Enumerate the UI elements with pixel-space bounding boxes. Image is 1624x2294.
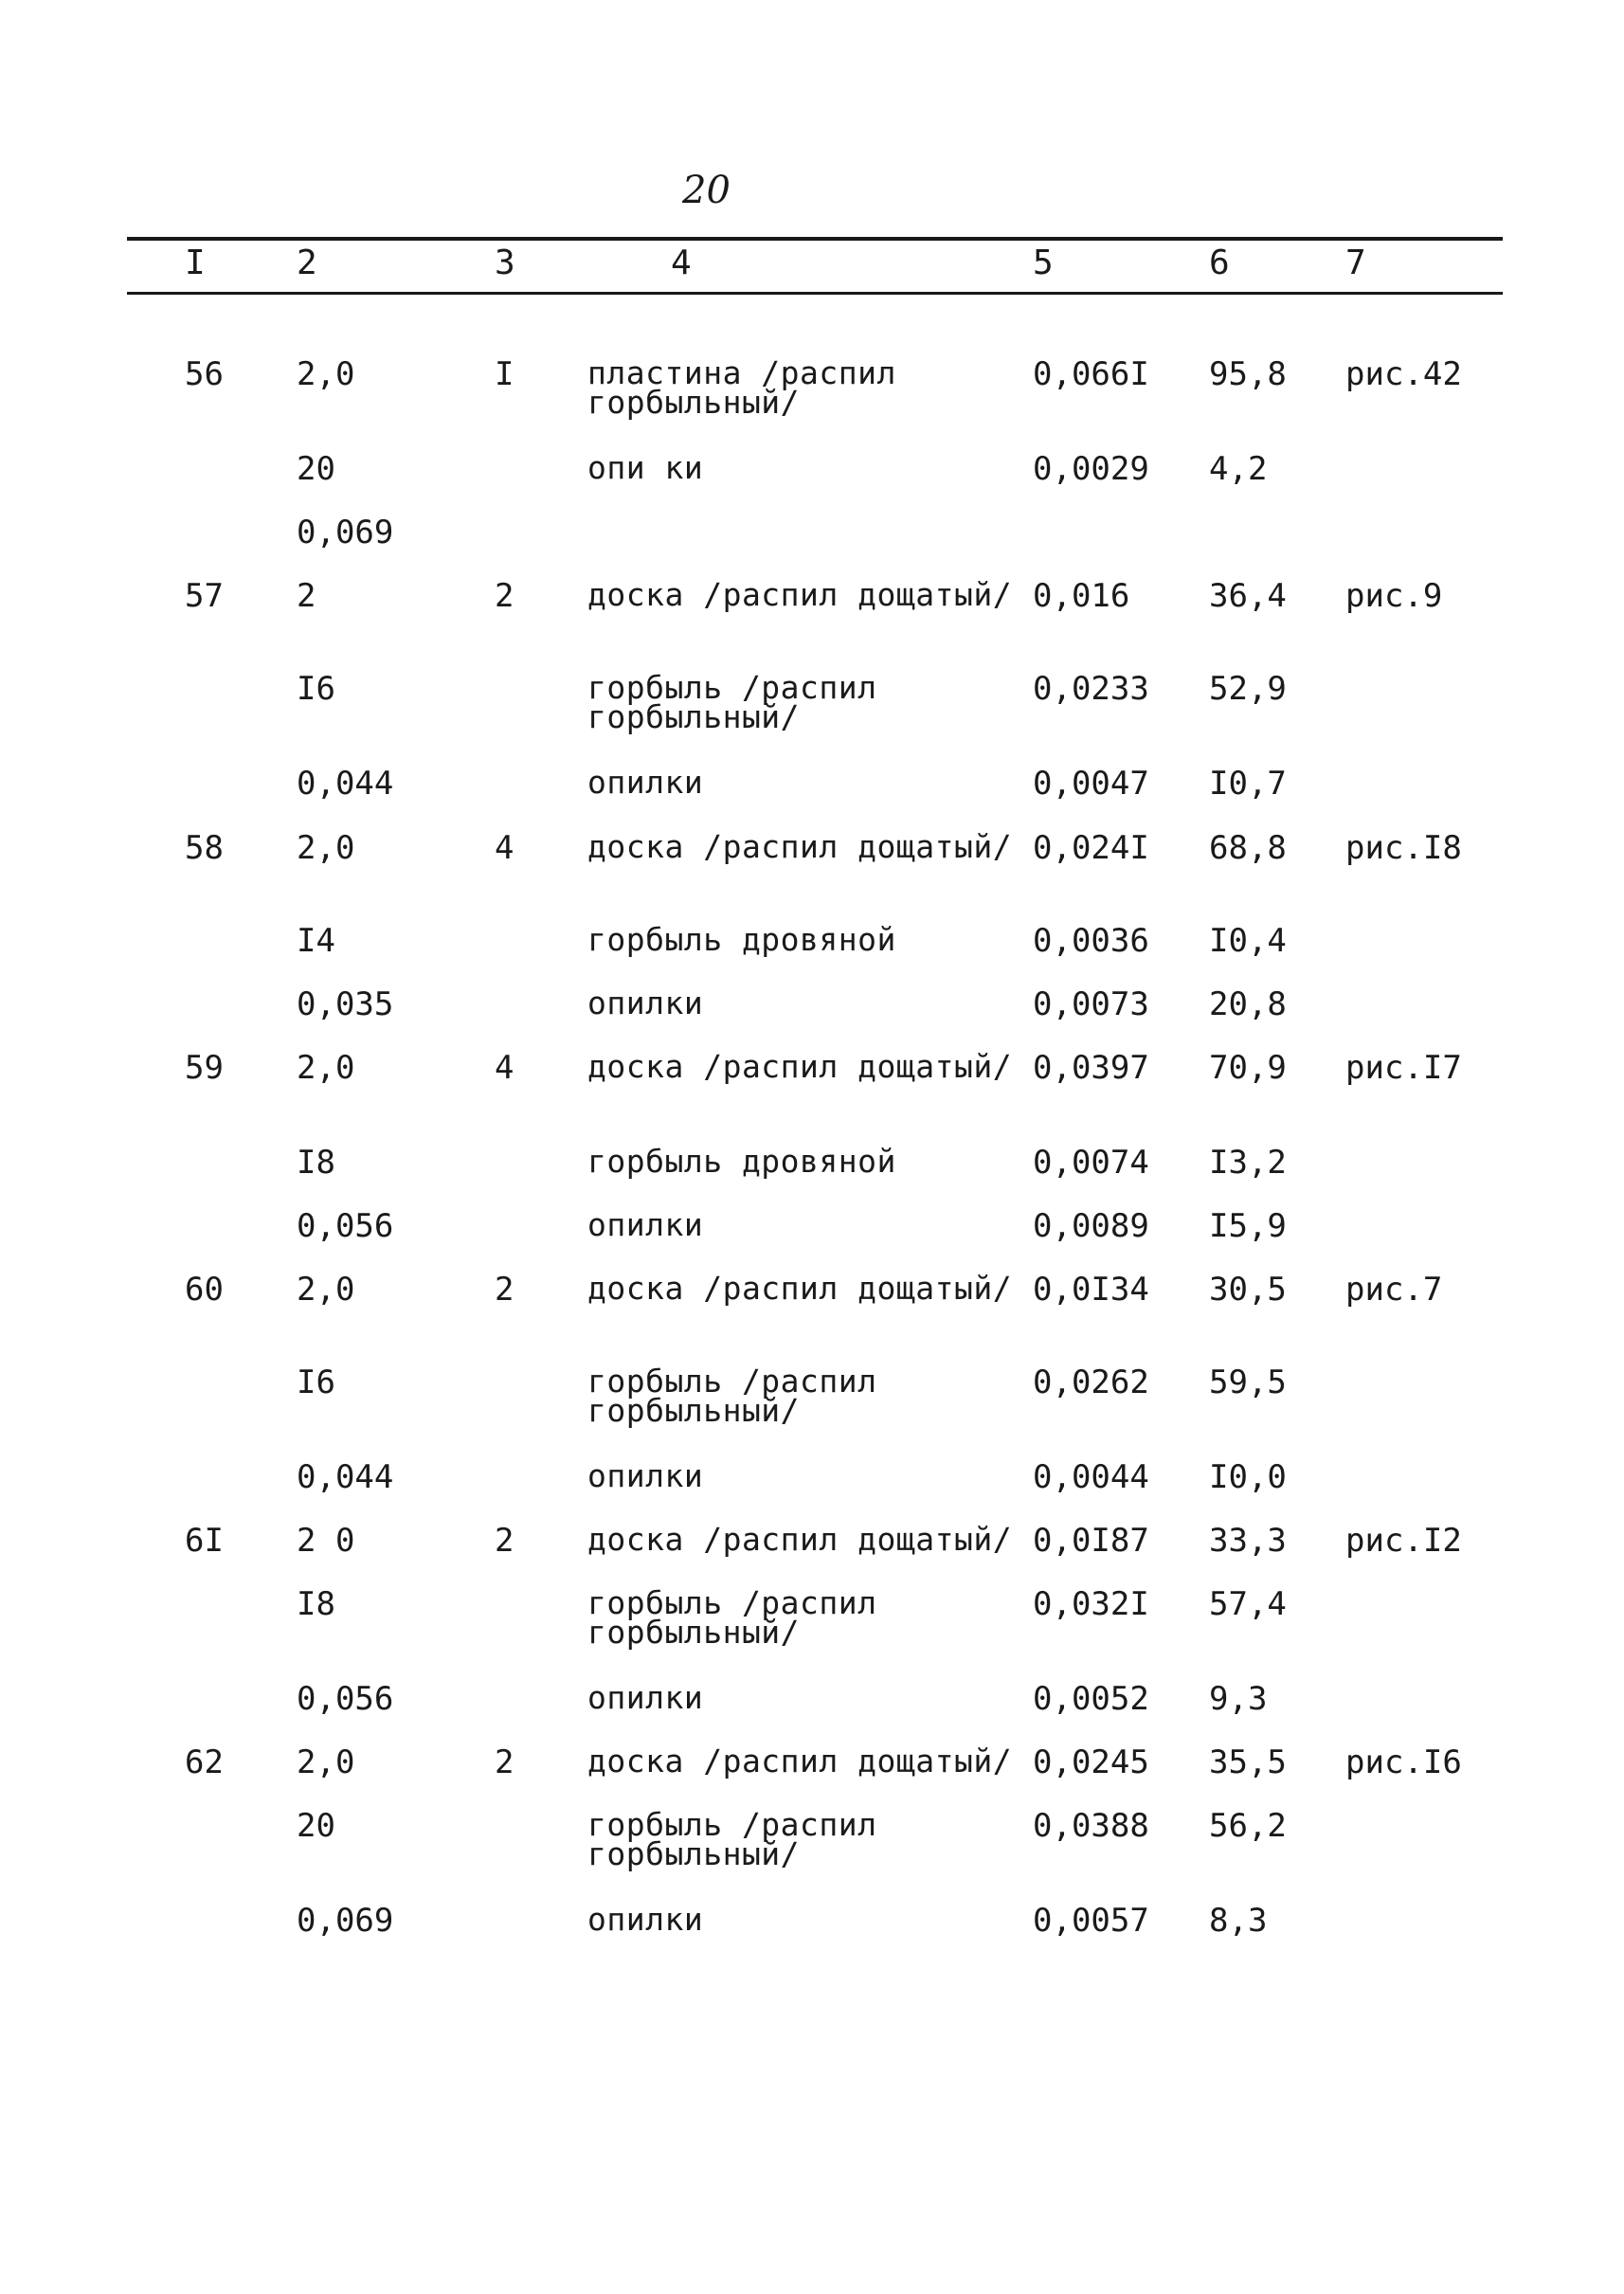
cell-description: горбыль дровяной <box>587 1143 896 1180</box>
cell-figure-ref: рис.9 <box>1345 577 1443 615</box>
cell-volume: 0,0029 <box>1033 450 1149 488</box>
cell-description: горбыль /распил горбыльный/ <box>587 1806 877 1872</box>
cell-volume: 0,0074 <box>1033 1144 1149 1182</box>
table-row <box>0 1457 1624 1518</box>
cell-volume: 0,032I <box>1033 1585 1149 1623</box>
cell-percent: 59,5 <box>1209 1364 1287 1401</box>
cell-description: горбыль дровяной <box>587 921 896 958</box>
cell-volume: 0,0I34 <box>1033 1271 1149 1309</box>
header-col-6: 6 <box>1209 244 1230 282</box>
cell-description: опилки <box>587 984 704 1021</box>
table-row <box>0 1206 1624 1267</box>
table-row <box>0 1743 1624 1803</box>
cell-volume: 0,066I <box>1033 355 1149 393</box>
cell-description: опи ки <box>587 449 704 486</box>
cell-percent: 20,8 <box>1209 985 1287 1023</box>
cell-volume: 0,0388 <box>1033 1807 1149 1845</box>
cell-item-number: 58 <box>185 829 224 867</box>
table-row <box>0 1521 1624 1581</box>
cell-volume: 0,0I87 <box>1033 1522 1149 1560</box>
cell-volume: 0,0036 <box>1033 922 1149 960</box>
cell-thickness: 2,0 <box>297 355 355 393</box>
cell-description: опилки <box>587 764 704 801</box>
cell-percent: 36,4 <box>1209 577 1287 615</box>
cell-count: 2 <box>495 577 514 615</box>
cell-description: доска /распил дощатый/ <box>587 1048 1013 1085</box>
cell-thickness: 0,044 <box>297 1458 394 1496</box>
table-row <box>0 449 1624 510</box>
header-col-4: 4 <box>671 244 692 282</box>
cell-percent: 95,8 <box>1209 355 1287 393</box>
cell-figure-ref: рис.I8 <box>1345 829 1462 867</box>
cell-description: опилки <box>587 1457 704 1494</box>
cell-description: доска /распил дощатый/ <box>587 576 1013 613</box>
cell-item-number: 60 <box>185 1271 224 1309</box>
cell-percent: I0,7 <box>1209 765 1287 803</box>
cell-volume: 0,0089 <box>1033 1207 1149 1245</box>
header-col-1: I <box>185 244 206 282</box>
cell-percent: 57,4 <box>1209 1585 1287 1623</box>
cell-percent: 35,5 <box>1209 1743 1287 1781</box>
cell-volume: 0,0044 <box>1033 1458 1149 1496</box>
cell-count: 2 <box>495 1743 514 1781</box>
cell-volume: 0,0047 <box>1033 765 1149 803</box>
cell-item-number: 56 <box>185 355 224 393</box>
cell-description: горбыль /распил горбыльный/ <box>587 1363 877 1429</box>
cell-thickness: I6 <box>297 670 335 708</box>
cell-item-number: 6I <box>185 1522 224 1560</box>
cell-description: доска /распил дощатый/ <box>587 828 1013 865</box>
table-header <box>0 242 1624 289</box>
cell-percent: I0,4 <box>1209 922 1287 960</box>
cell-volume: 0,0073 <box>1033 985 1149 1023</box>
table-top-rule <box>127 237 1503 241</box>
cell-volume: 0,0262 <box>1033 1364 1149 1401</box>
cell-thickness: 2,0 <box>297 1049 355 1087</box>
table-row <box>0 1901 1624 1961</box>
cell-percent: 70,9 <box>1209 1049 1287 1087</box>
cell-description: доска /распил дощатый/ <box>587 1743 1013 1779</box>
table-row <box>0 1584 1624 1651</box>
cell-percent: 68,8 <box>1209 829 1287 867</box>
cell-thickness: 20 <box>297 450 335 488</box>
cell-thickness: I4 <box>297 922 335 960</box>
table-row <box>0 1679 1624 1740</box>
cell-thickness: 2 0 <box>297 1522 355 1560</box>
cell-thickness: 0,044 <box>297 765 394 803</box>
table-row <box>0 1806 1624 1872</box>
cell-thickness: 0,069 <box>297 514 394 551</box>
cell-description: доска /распил дощатый/ <box>587 1521 1013 1558</box>
table-row <box>0 669 1624 735</box>
table-row <box>0 1143 1624 1203</box>
cell-percent: I0,0 <box>1209 1458 1287 1496</box>
cell-volume: 0,0397 <box>1033 1049 1149 1087</box>
cell-volume: 0,0233 <box>1033 670 1149 708</box>
table-row <box>0 984 1624 1045</box>
cell-thickness: 20 <box>297 1807 335 1845</box>
cell-percent: 56,2 <box>1209 1807 1287 1845</box>
cell-description: горбыль /распил горбыльный/ <box>587 669 877 735</box>
header-col-5: 5 <box>1033 244 1054 282</box>
cell-percent: 4,2 <box>1209 450 1268 488</box>
cell-description: пластина /распил горбыльный/ <box>587 354 896 421</box>
table-row <box>0 828 1624 889</box>
cell-percent: I5,9 <box>1209 1207 1287 1245</box>
table-row <box>0 516 1624 573</box>
cell-thickness: 0,035 <box>297 985 394 1023</box>
cell-description: горбыль /распил горбыльный/ <box>587 1584 877 1651</box>
cell-thickness: I8 <box>297 1144 335 1182</box>
table-row <box>0 576 1624 637</box>
cell-description: опилки <box>587 1901 704 1938</box>
cell-percent: 52,9 <box>1209 670 1287 708</box>
header-col-2: 2 <box>297 244 317 282</box>
cell-figure-ref: рис.I6 <box>1345 1743 1462 1781</box>
cell-volume: 0,0057 <box>1033 1902 1149 1940</box>
cell-volume: 0,016 <box>1033 577 1130 615</box>
cell-volume: 0,0052 <box>1033 1680 1149 1718</box>
cell-description: доска /распил дощатый/ <box>587 1270 1013 1307</box>
table-header-rule <box>127 292 1503 295</box>
cell-percent: 33,3 <box>1209 1522 1287 1560</box>
cell-figure-ref: рис.I7 <box>1345 1049 1462 1087</box>
page-number: 20 <box>682 169 731 212</box>
header-col-3: 3 <box>495 244 515 282</box>
table-row <box>0 921 1624 982</box>
cell-percent: 9,3 <box>1209 1680 1268 1718</box>
cell-thickness: 0,056 <box>297 1207 394 1245</box>
cell-percent: 8,3 <box>1209 1902 1268 1940</box>
cell-thickness: 2,0 <box>297 1271 355 1309</box>
cell-thickness: 2 <box>297 577 316 615</box>
table-row <box>0 1270 1624 1330</box>
cell-count: I <box>495 355 514 393</box>
table-row <box>0 764 1624 824</box>
table-row <box>0 1363 1624 1429</box>
cell-count: 4 <box>495 829 514 867</box>
cell-count: 2 <box>495 1271 514 1309</box>
cell-thickness: 0,056 <box>297 1680 394 1718</box>
cell-thickness: I8 <box>297 1585 335 1623</box>
cell-thickness: 2,0 <box>297 829 355 867</box>
table-row <box>0 354 1624 421</box>
table-row <box>0 1048 1624 1109</box>
cell-item-number: 57 <box>185 577 224 615</box>
cell-percent: 30,5 <box>1209 1271 1287 1309</box>
cell-count: 2 <box>495 1522 514 1560</box>
cell-figure-ref: рис.42 <box>1345 355 1462 393</box>
cell-count: 4 <box>495 1049 514 1087</box>
cell-item-number: 62 <box>185 1743 224 1781</box>
cell-figure-ref: рис.I2 <box>1345 1522 1462 1560</box>
cell-volume: 0,024I <box>1033 829 1149 867</box>
cell-thickness: 0,069 <box>297 1902 394 1940</box>
cell-description: опилки <box>587 1206 704 1243</box>
cell-thickness: 2,0 <box>297 1743 355 1781</box>
cell-item-number: 59 <box>185 1049 224 1087</box>
cell-thickness: I6 <box>297 1364 335 1401</box>
cell-volume: 0,0245 <box>1033 1743 1149 1781</box>
cell-description: опилки <box>587 1679 704 1716</box>
cell-percent: I3,2 <box>1209 1144 1287 1182</box>
header-col-7: 7 <box>1345 244 1366 282</box>
cell-figure-ref: рис.7 <box>1345 1271 1443 1309</box>
